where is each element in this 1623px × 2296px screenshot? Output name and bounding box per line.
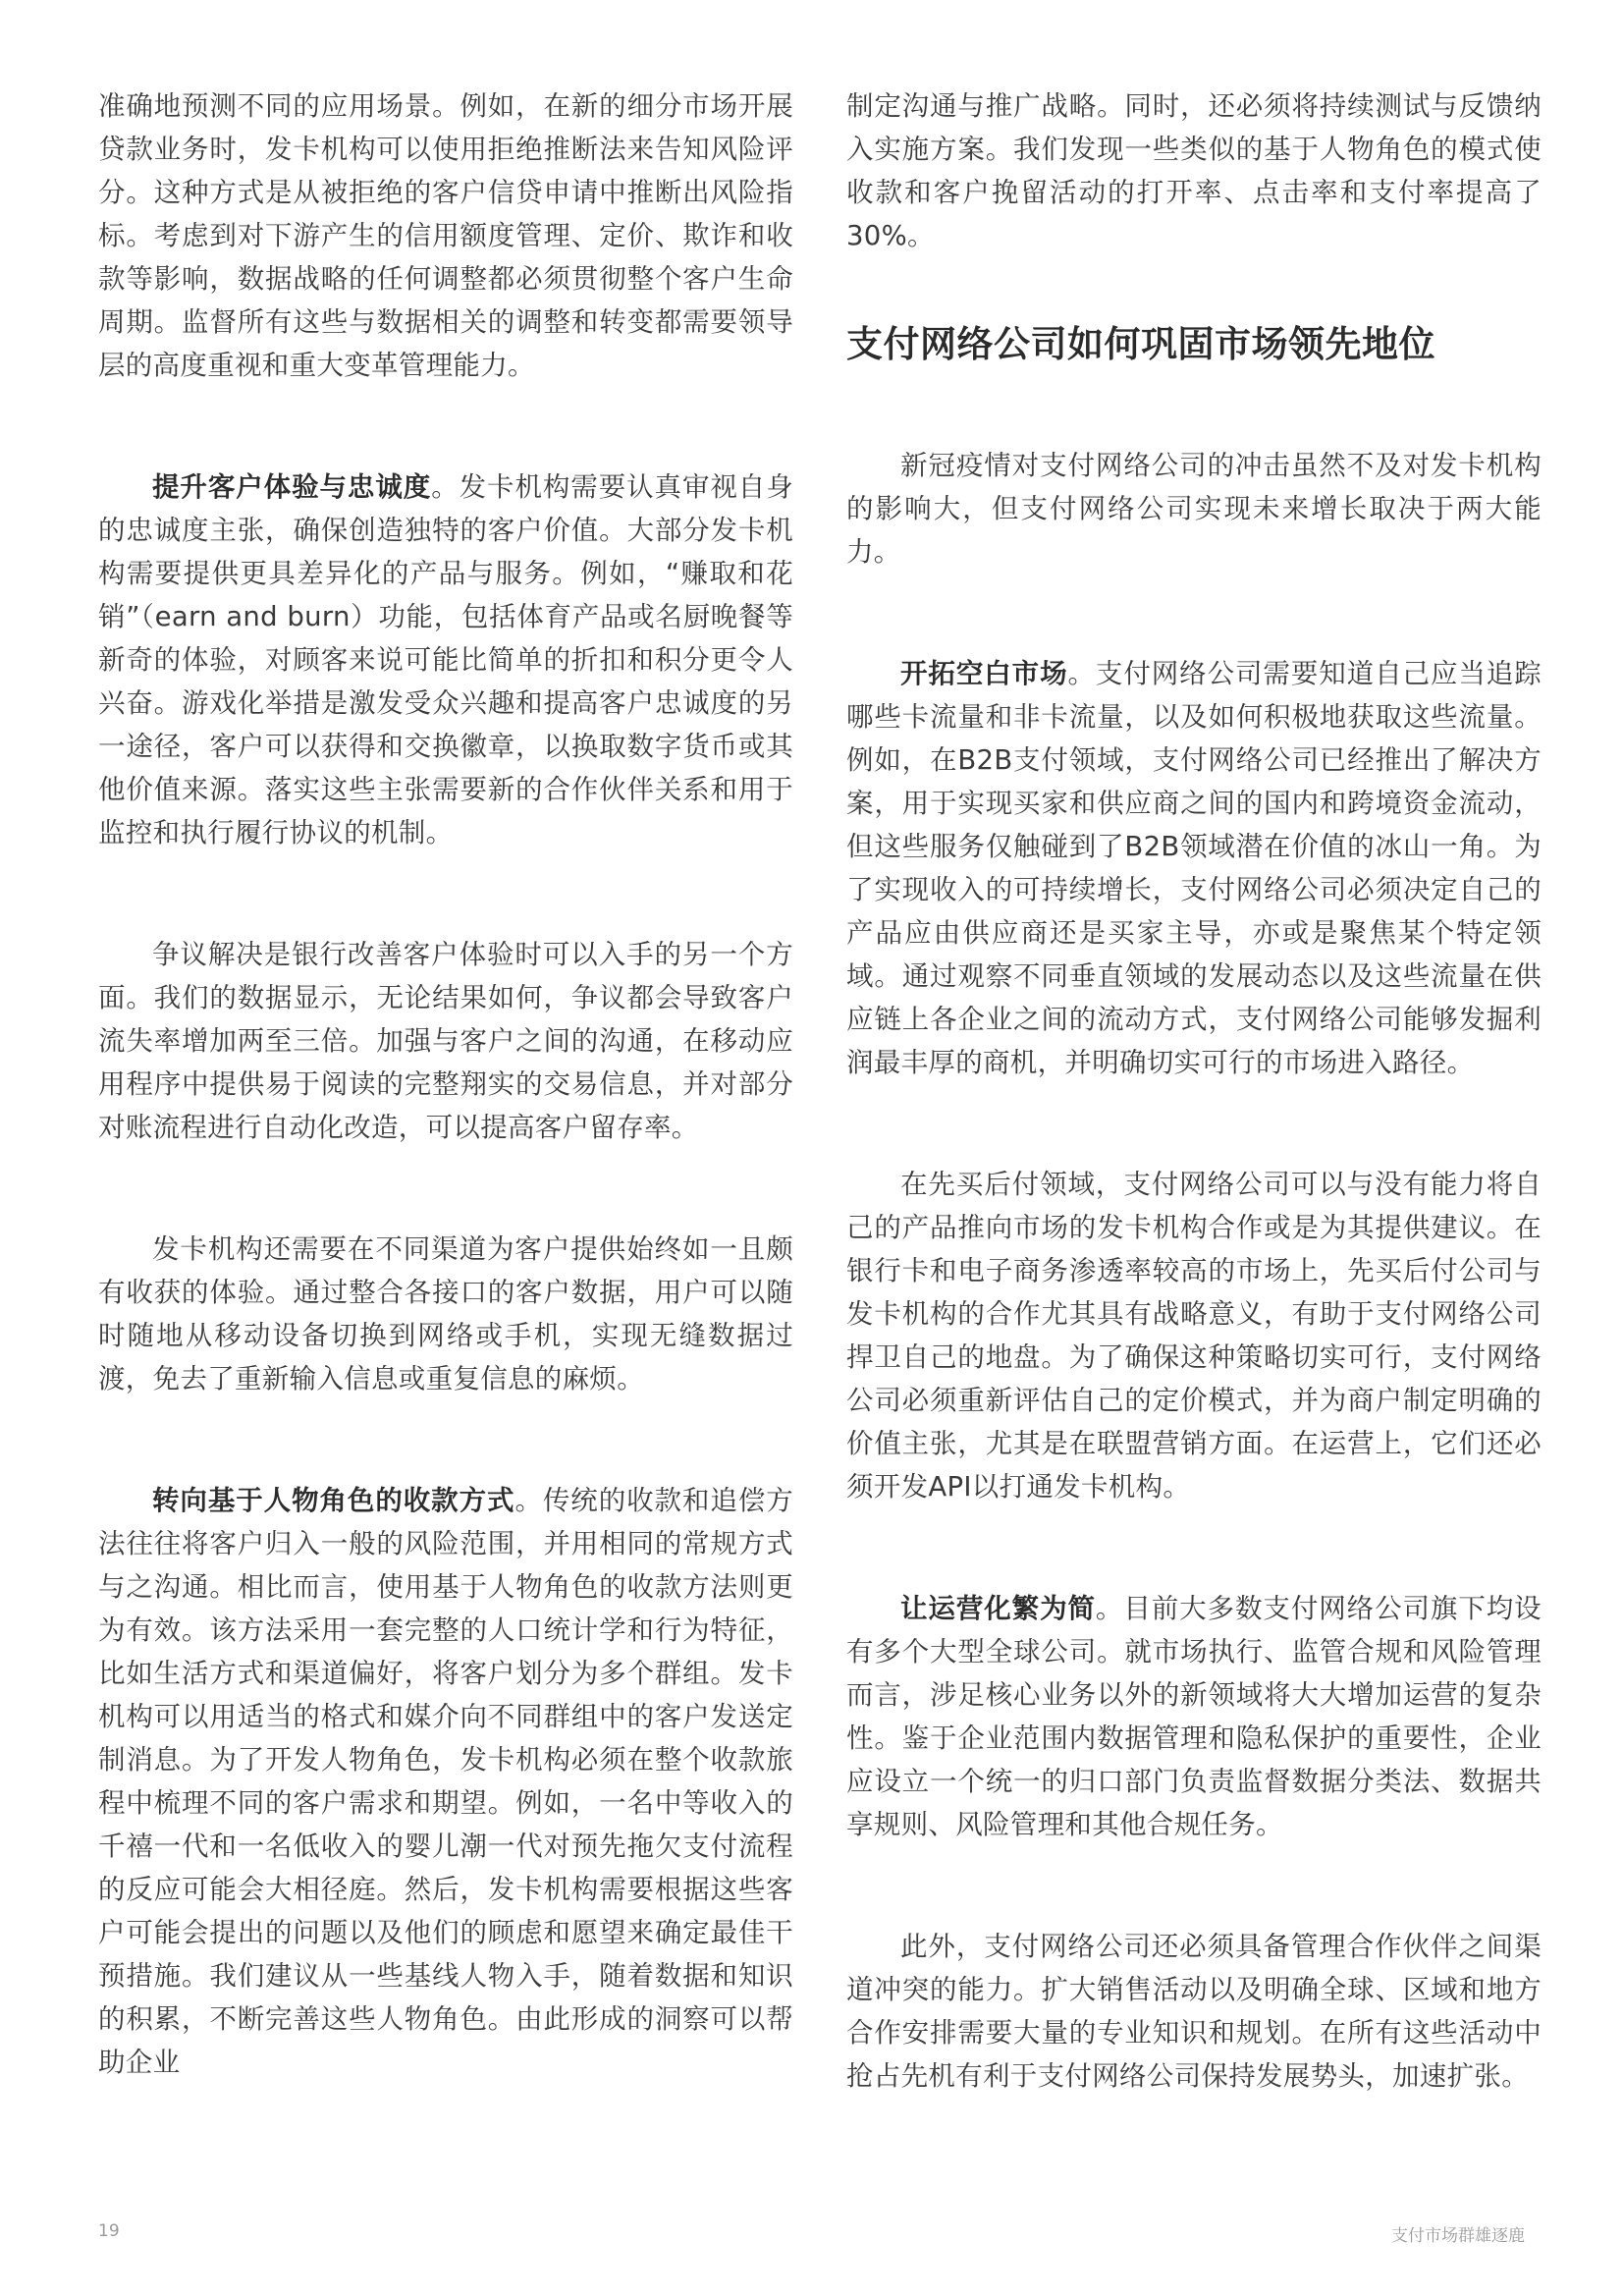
paragraph-covid-impact: 新冠疫情对支付网络公司的冲击虽然不及对发卡机构的影响大，但支付网络公司实现未来增长取决于两大能力。 [846,450,1542,568]
paragraph-simplify-operations [846,1587,1542,1846]
paragraph-omnichannel: 发卡机构还需要在不同渠道为客户提供始终如一且颇有收获的体验。通过整合各接口的客户数据，用户可以随时随地从移动设备切换到网络或手机，实现无缝数据过渡，免去了重新输入信息或重复信息的麻烦。 [98,1233,793,1394]
paragraph-bnpl: 在先买后付领域，支付网络公司可以与没有能力将自己的产品推向市场的发卡机构合作或是为其提供建议。在银行卡和电子商务渗透率较高的市场上，先买后付公司与发卡机构的合作尤其具有战略意义，有助于支付网络公司捍卫自己的地盘。为了确保这种策略切实可行，支付网络公司必须重新评估自己的定价模式，并为商户制定明确的价值主张，尤其是在联盟营销方面。在运营上，它们还必须开发API以打通发卡机构。 [846,1169,1542,1503]
lead-simplify-operations: 让运营化繁为简 [900,1593,1096,1624]
body-persona-collections: 。传统的收款和追偿方法往往将客户归入一般的风险范围，并用相同的常规方式与之沟通。相比而言，使用基于人物角色的收款方法则更为有效。该方法采用一套完整的人口统计学和行为特征，比如生活方式和渠道偏好，将客户划分为多个群组。发卡机构可以用适当的格式和媒介向不同群组中的客户发送定制消息。为了开发人物角色，发卡机构必须在整个收款旅程中梳理不同的客户需求和期望。例如，一名中等收入的千禧一代和一名低收入的婴儿潮一代对预先拖欠支付流程的反应可能会大相径庭。然后，发卡机构需要根据这些客户可能会提出的问题以及他们的顾虑和愿望来确定最佳干预措施。我们建议从一些基线人物入手，随着数据和知识的积累，不断完善这些人物角色。由此形成的洞察可以帮助企业 [98,1485,793,2078]
right-column [846,84,1542,2176]
paragraph-channel-conflict: 此外，支付网络公司还必须具备管理合作伙伴之间渠道冲突的能力。扩大销售活动以及明确全球、区域和地方合作安排需要大量的专业知识和规划。在所有这些活动中抢占先机有利于支付网络公司保持发展势头，加速扩张。 [846,1931,1542,2092]
paragraph-dispute-resolution: 争议解决是银行改善客户体验时可以入手的另一个方面。我们的数据显示，无论结果如何，争议都会导致客户流失率增加两至三倍。加强与客户之间的沟通，在移动应用程序中提供易于阅读的完整翔实的交易信息，并对部分对账流程进行自动化改造，可以提高客户留存率。 [98,939,793,1143]
body-customer-experience: 。发卡机构需要认真审视自身的忠诚度主张，确保创造独特的客户价值。大部分发卡机构需要提供更具差异化的产品与服务。例如，“赚取和花销”（earn and burn）功能，包括体育产品或名厨晚餐等新奇的体验，对顾客来说可能比简单的折扣和积分更令人兴奋。游戏化举措是激发受众兴趣和提高客户忠诚度的另一途径，客户可以获得和交换徽章，以换取数字货币或其他价值来源。落实这些主张需要新的合作伙伴关系和用于监控和执行履行协议的机制。 [98,471,794,848]
body-whitespace-markets: 。支付网络公司需要知道自己应当追踪哪些卡流量和非卡流量，以及如何积极地获取这些流量。例如，在B2B支付领域，支付网络公司已经推出了解决方案，用于实现买家和供应商之间的国内和跨境资金流动，但这些服务仅触碰到了B2B领域潜在价值的冰山一角。为了实现收入的可持续增长，支付网络公司必须决定自己的产品应由供应商还是买家主导，亦或是聚焦某个特定领域。通过观察不同垂直领域的发展动态以及这些流量在供应链上各企业之间的流动方式，支付网络公司能够发掘利润最丰厚的商机，并明确切实可行的市场进入路径。 [846,658,1542,1078]
lead-persona-collections: 转向基于人物角色的收款方式 [152,1485,515,1516]
lead-customer-experience: 提升客户体验与忠诚度 [152,471,432,503]
left-column [98,84,793,2162]
paragraph-communication-strategy: 制定沟通与推广战略。同时，还必须将持续测试与反馈纳入实施方案。我们发现一些类似的基于人物角色的模式使收款和客户挽留活动的打开率、点击率和支付率提高了30%。 [846,90,1542,251]
paragraph-data-strategy: 准确地预测不同的应用场景。例如，在新的细分市场开展贷款业务时，发卡机构可以使用拒绝推断法来告知风险评分。这种方式是从被拒绝的客户信贷申请中推断出风险指标。考虑到对下游产生的信用额度管理、定价、欺诈和收款等影响，数据战略的任何调整都必须贯彻整个客户生命周期。监督所有这些与数据相关的调整和转变都需要领导层的高度重视和重大变革管理能力。 [98,90,793,381]
page-number: 19 [98,2221,120,2241]
lead-whitespace-markets: 开拓空白市场 [900,658,1068,689]
paragraph-customer-experience [98,465,793,854]
paragraph-persona-collections [98,1479,793,2084]
paragraph-whitespace-markets [846,652,1542,1084]
body-simplify-operations: 。目前大多数支付网络公司旗下均设有多个大型全球公司。就市场执行、监管合规和风险管理而言，涉足核心业务以外的新领域将大大增加运营的复杂性。鉴于企业范围内数据管理和隐私保护的重要性，企业应设立一个统一的归口部门负责监督数据分类法、数据共享规则、风险管理和其他合规任务。 [846,1593,1542,1840]
section-heading: 支付网络公司如何巩固市场领先地位 [846,323,1435,365]
footer-doc-title: 支付市场群雄逐鹿 [1391,2226,1525,2246]
